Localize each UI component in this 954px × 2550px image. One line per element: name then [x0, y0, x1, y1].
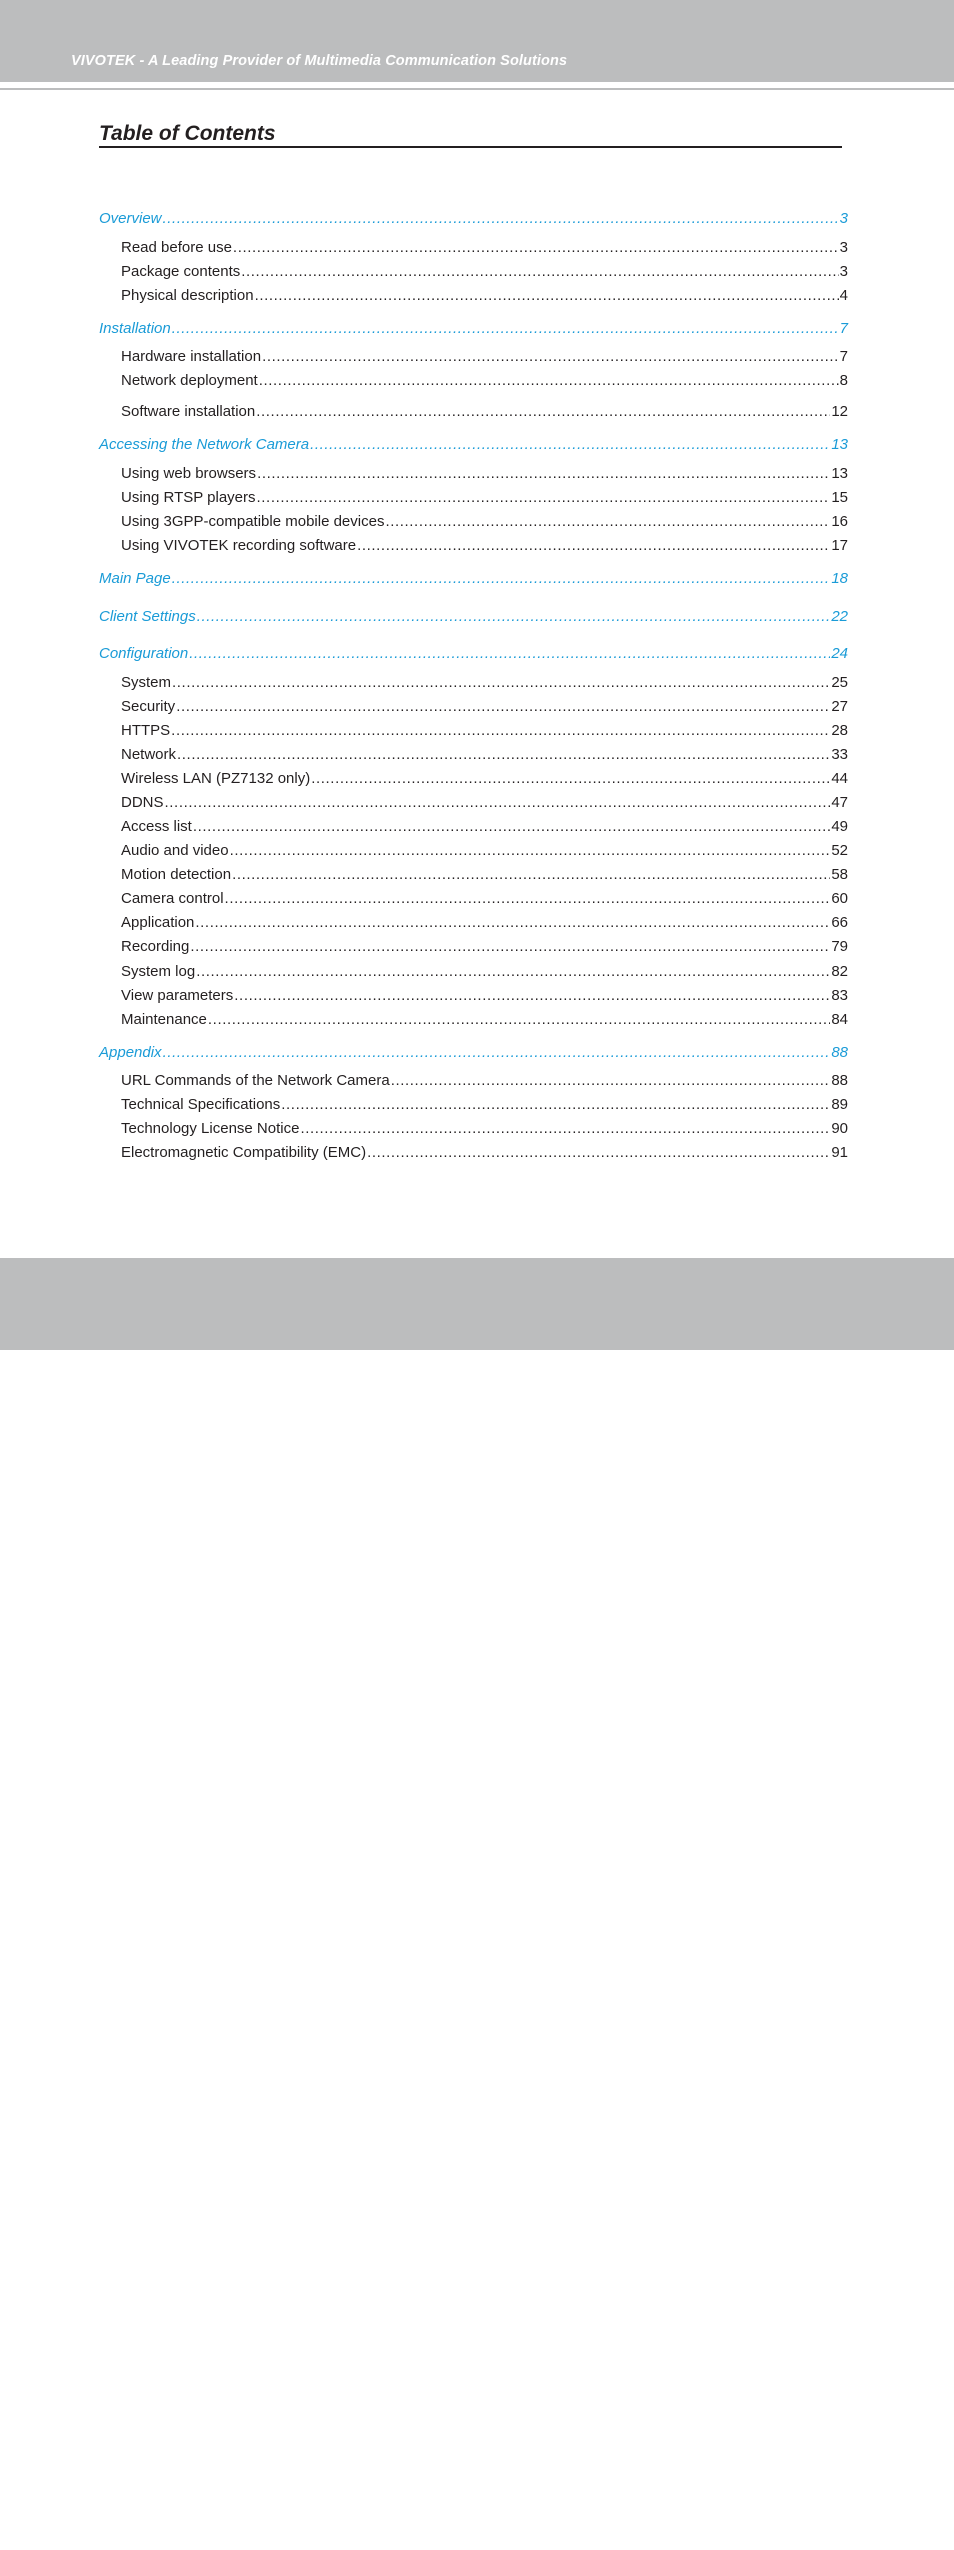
- dot-leader: [165, 793, 831, 813]
- toc-page-number: 44: [831, 770, 848, 787]
- toc-section-link[interactable]: [99, 607, 848, 627]
- toc-entry-link[interactable]: [121, 371, 848, 391]
- toc-page-number: 3: [839, 239, 848, 256]
- toc-entry-label: Audio and video: [121, 842, 229, 859]
- toc-page-number: 89: [831, 1096, 848, 1113]
- toc-entry-link[interactable]: [121, 1143, 848, 1163]
- toc-page-number: 27: [831, 698, 848, 715]
- toc-entry-link[interactable]: [121, 286, 848, 306]
- toc-entry-link[interactable]: [121, 817, 848, 837]
- toc-section-link[interactable]: [99, 644, 848, 664]
- toc-entry-link[interactable]: [121, 238, 848, 258]
- dot-leader: [172, 673, 830, 693]
- dot-leader: [281, 1095, 830, 1115]
- toc-page-number: 52: [831, 842, 848, 859]
- dot-leader: [163, 209, 839, 229]
- toc-section-link[interactable]: [99, 569, 848, 589]
- dot-leader: [208, 1010, 830, 1030]
- toc-entry-link[interactable]: [121, 1010, 848, 1030]
- toc-page-number: 88: [831, 1044, 848, 1061]
- toc-entry-label: Hardware installation: [121, 348, 262, 365]
- dot-leader: [172, 569, 831, 589]
- toc-page-number: 22: [831, 608, 848, 625]
- toc-entry-link[interactable]: [121, 937, 848, 957]
- dot-leader: [256, 402, 830, 422]
- toc-section-link[interactable]: [99, 209, 848, 229]
- toc-entry-label: System log: [121, 963, 196, 980]
- toc-page-number: 33: [831, 746, 848, 763]
- toc-entry-link[interactable]: [121, 913, 848, 933]
- toc-entry-label: Using 3GPP-compatible mobile devices: [121, 513, 385, 530]
- toc-entry-label: Wireless LAN (PZ7132 only): [121, 770, 311, 787]
- dot-leader: [311, 769, 830, 789]
- toc-entry-link[interactable]: [121, 536, 848, 556]
- toc-entry-label: Appendix: [99, 1044, 162, 1061]
- toc-entry-label: Physical description: [121, 287, 254, 304]
- toc-entry-link[interactable]: [121, 865, 848, 885]
- toc-entry-label: DDNS: [121, 794, 164, 811]
- dot-leader: [255, 286, 839, 306]
- toc-entry-label: Client Settings: [99, 608, 196, 625]
- toc-page-number: 17: [831, 537, 848, 554]
- toc-entry-label: Technology License Notice: [121, 1120, 300, 1137]
- dot-leader: [385, 512, 830, 532]
- dot-leader: [257, 488, 831, 508]
- title-underline: [99, 146, 842, 148]
- toc-page-number: 79: [831, 938, 848, 955]
- toc-entry-link[interactable]: [121, 745, 848, 765]
- toc-page-number: 28: [831, 722, 848, 739]
- toc-entry-label: Software installation: [121, 403, 256, 420]
- toc-entry-link[interactable]: [121, 793, 848, 813]
- toc-section-link[interactable]: [99, 319, 848, 339]
- dot-leader: [177, 745, 830, 765]
- dot-leader: [163, 1043, 831, 1063]
- toc-entry-label: Package contents: [121, 263, 241, 280]
- footer-band: [0, 1258, 954, 2550]
- toc-entry-link[interactable]: [121, 347, 848, 367]
- toc-entry-label: Main Page: [99, 570, 171, 587]
- toc-section-link[interactable]: [99, 1043, 848, 1063]
- dot-leader: [225, 889, 831, 909]
- toc-entry-label: Access list: [121, 818, 192, 835]
- toc-entry-label: Read before use: [121, 239, 232, 256]
- toc-page-number: 8: [839, 372, 848, 389]
- toc-page-number: 3: [839, 210, 848, 227]
- toc-entry-link[interactable]: [121, 841, 848, 861]
- dot-leader: [357, 536, 830, 556]
- toc-page-number: 13: [831, 436, 848, 453]
- toc-entry-label: Using web browsers: [121, 465, 257, 482]
- toc-entry-label: System: [121, 674, 172, 691]
- toc-page-number: 90: [831, 1120, 848, 1137]
- dot-leader: [234, 986, 830, 1006]
- toc-entry-link[interactable]: [121, 1071, 848, 1091]
- dot-leader: [391, 1071, 831, 1091]
- toc-entry-label: Using VIVOTEK recording software: [121, 537, 357, 554]
- toc-entry-link[interactable]: [121, 262, 848, 282]
- toc-entry-label: Installation: [99, 320, 171, 337]
- toc-page-number: 3: [839, 263, 848, 280]
- toc-page-number: 60: [831, 890, 848, 907]
- header-band: [0, 0, 954, 82]
- dot-leader: [193, 817, 830, 837]
- toc-page-number: 88: [831, 1072, 848, 1089]
- dot-leader: [230, 841, 831, 861]
- toc-page-number: 25: [831, 674, 848, 691]
- toc-entry-label: URL Commands of the Network Camera: [121, 1072, 390, 1089]
- toc-page-number: 4: [839, 287, 848, 304]
- toc-entry-label: Application: [121, 914, 195, 931]
- dot-leader: [189, 644, 830, 664]
- toc-page-number: 7: [839, 320, 848, 337]
- toc-entry-label: Electromagnetic Compatibility (EMC): [121, 1144, 367, 1161]
- dot-leader: [176, 697, 830, 717]
- toc-entry-link[interactable]: [121, 464, 848, 484]
- toc-page-number: 15: [831, 489, 848, 506]
- dot-leader: [259, 371, 839, 391]
- toc-entry-link[interactable]: [121, 889, 848, 909]
- toc-page-number: 84: [831, 1011, 848, 1028]
- toc-page-number: 91: [831, 1144, 848, 1161]
- dot-leader: [195, 913, 830, 933]
- toc-entry-link[interactable]: [121, 769, 848, 789]
- footer-page-label: 2 - User's Manual: [69, 2534, 179, 2550]
- dot-leader: [197, 607, 831, 627]
- toc-page-number: 13: [831, 465, 848, 482]
- toc-entry-link[interactable]: [121, 673, 848, 693]
- dot-leader: [300, 1119, 830, 1139]
- dot-leader: [367, 1143, 830, 1163]
- toc-page-number: 49: [831, 818, 848, 835]
- page-title: Table of Contents: [99, 122, 276, 145]
- toc-entry-label: HTTPS: [121, 722, 171, 739]
- toc-entry-link[interactable]: [121, 512, 848, 532]
- toc-entry-label: Configuration: [99, 645, 189, 662]
- dot-leader: [196, 962, 830, 982]
- dot-leader: [190, 937, 830, 957]
- toc-page-number: 24: [831, 645, 848, 662]
- toc-entry-link[interactable]: [121, 488, 848, 508]
- toc-page-number: 16: [831, 513, 848, 530]
- dot-leader: [310, 435, 830, 455]
- toc-entry-link[interactable]: [121, 1119, 848, 1139]
- toc-entry-label: Network: [121, 746, 177, 763]
- header-divider: [0, 88, 954, 90]
- dot-leader: [241, 262, 838, 282]
- toc-entry-label: Overview: [99, 210, 162, 227]
- toc-entry-label: Security: [121, 698, 176, 715]
- toc-entry-link[interactable]: [121, 986, 848, 1006]
- toc-page-number: 66: [831, 914, 848, 931]
- toc-page-number: 82: [831, 963, 848, 980]
- toc-page-number: 7: [839, 348, 848, 365]
- toc-page-number: 12: [831, 403, 848, 420]
- toc-entry-link[interactable]: [121, 721, 848, 741]
- toc-entry-label: Camera control: [121, 890, 224, 907]
- toc-entry-link[interactable]: [121, 697, 848, 717]
- dot-leader: [232, 865, 830, 885]
- toc-entry-label: Recording: [121, 938, 190, 955]
- toc-entry-link[interactable]: [121, 962, 848, 982]
- toc-entry-label: View parameters: [121, 987, 234, 1004]
- toc-section-link[interactable]: [99, 435, 848, 455]
- dot-leader: [262, 347, 839, 367]
- dot-leader: [171, 721, 830, 741]
- toc-entry-label: Technical Specifications: [121, 1096, 281, 1113]
- toc-entry-link[interactable]: [121, 1095, 848, 1115]
- toc-entry-label: Network deployment: [121, 372, 258, 389]
- toc-page-number: 18: [831, 570, 848, 587]
- dot-leader: [172, 319, 839, 339]
- toc-entry-label: Using RTSP players: [121, 489, 256, 506]
- toc-page-number: 58: [831, 866, 848, 883]
- toc-entry-label: Motion detection: [121, 866, 232, 883]
- toc-page-number: 47: [831, 794, 848, 811]
- toc-entry-link[interactable]: [121, 402, 848, 422]
- toc-page-number: 83: [831, 987, 848, 1004]
- header-tagline: VIVOTEK - A Leading Provider of Multimedia Communication Solutions: [71, 53, 568, 69]
- toc-entry-label: Accessing the Network Camera: [99, 436, 310, 453]
- toc-entry-label: Maintenance: [121, 1011, 207, 1028]
- dot-leader: [233, 238, 839, 258]
- dot-leader: [257, 464, 830, 484]
